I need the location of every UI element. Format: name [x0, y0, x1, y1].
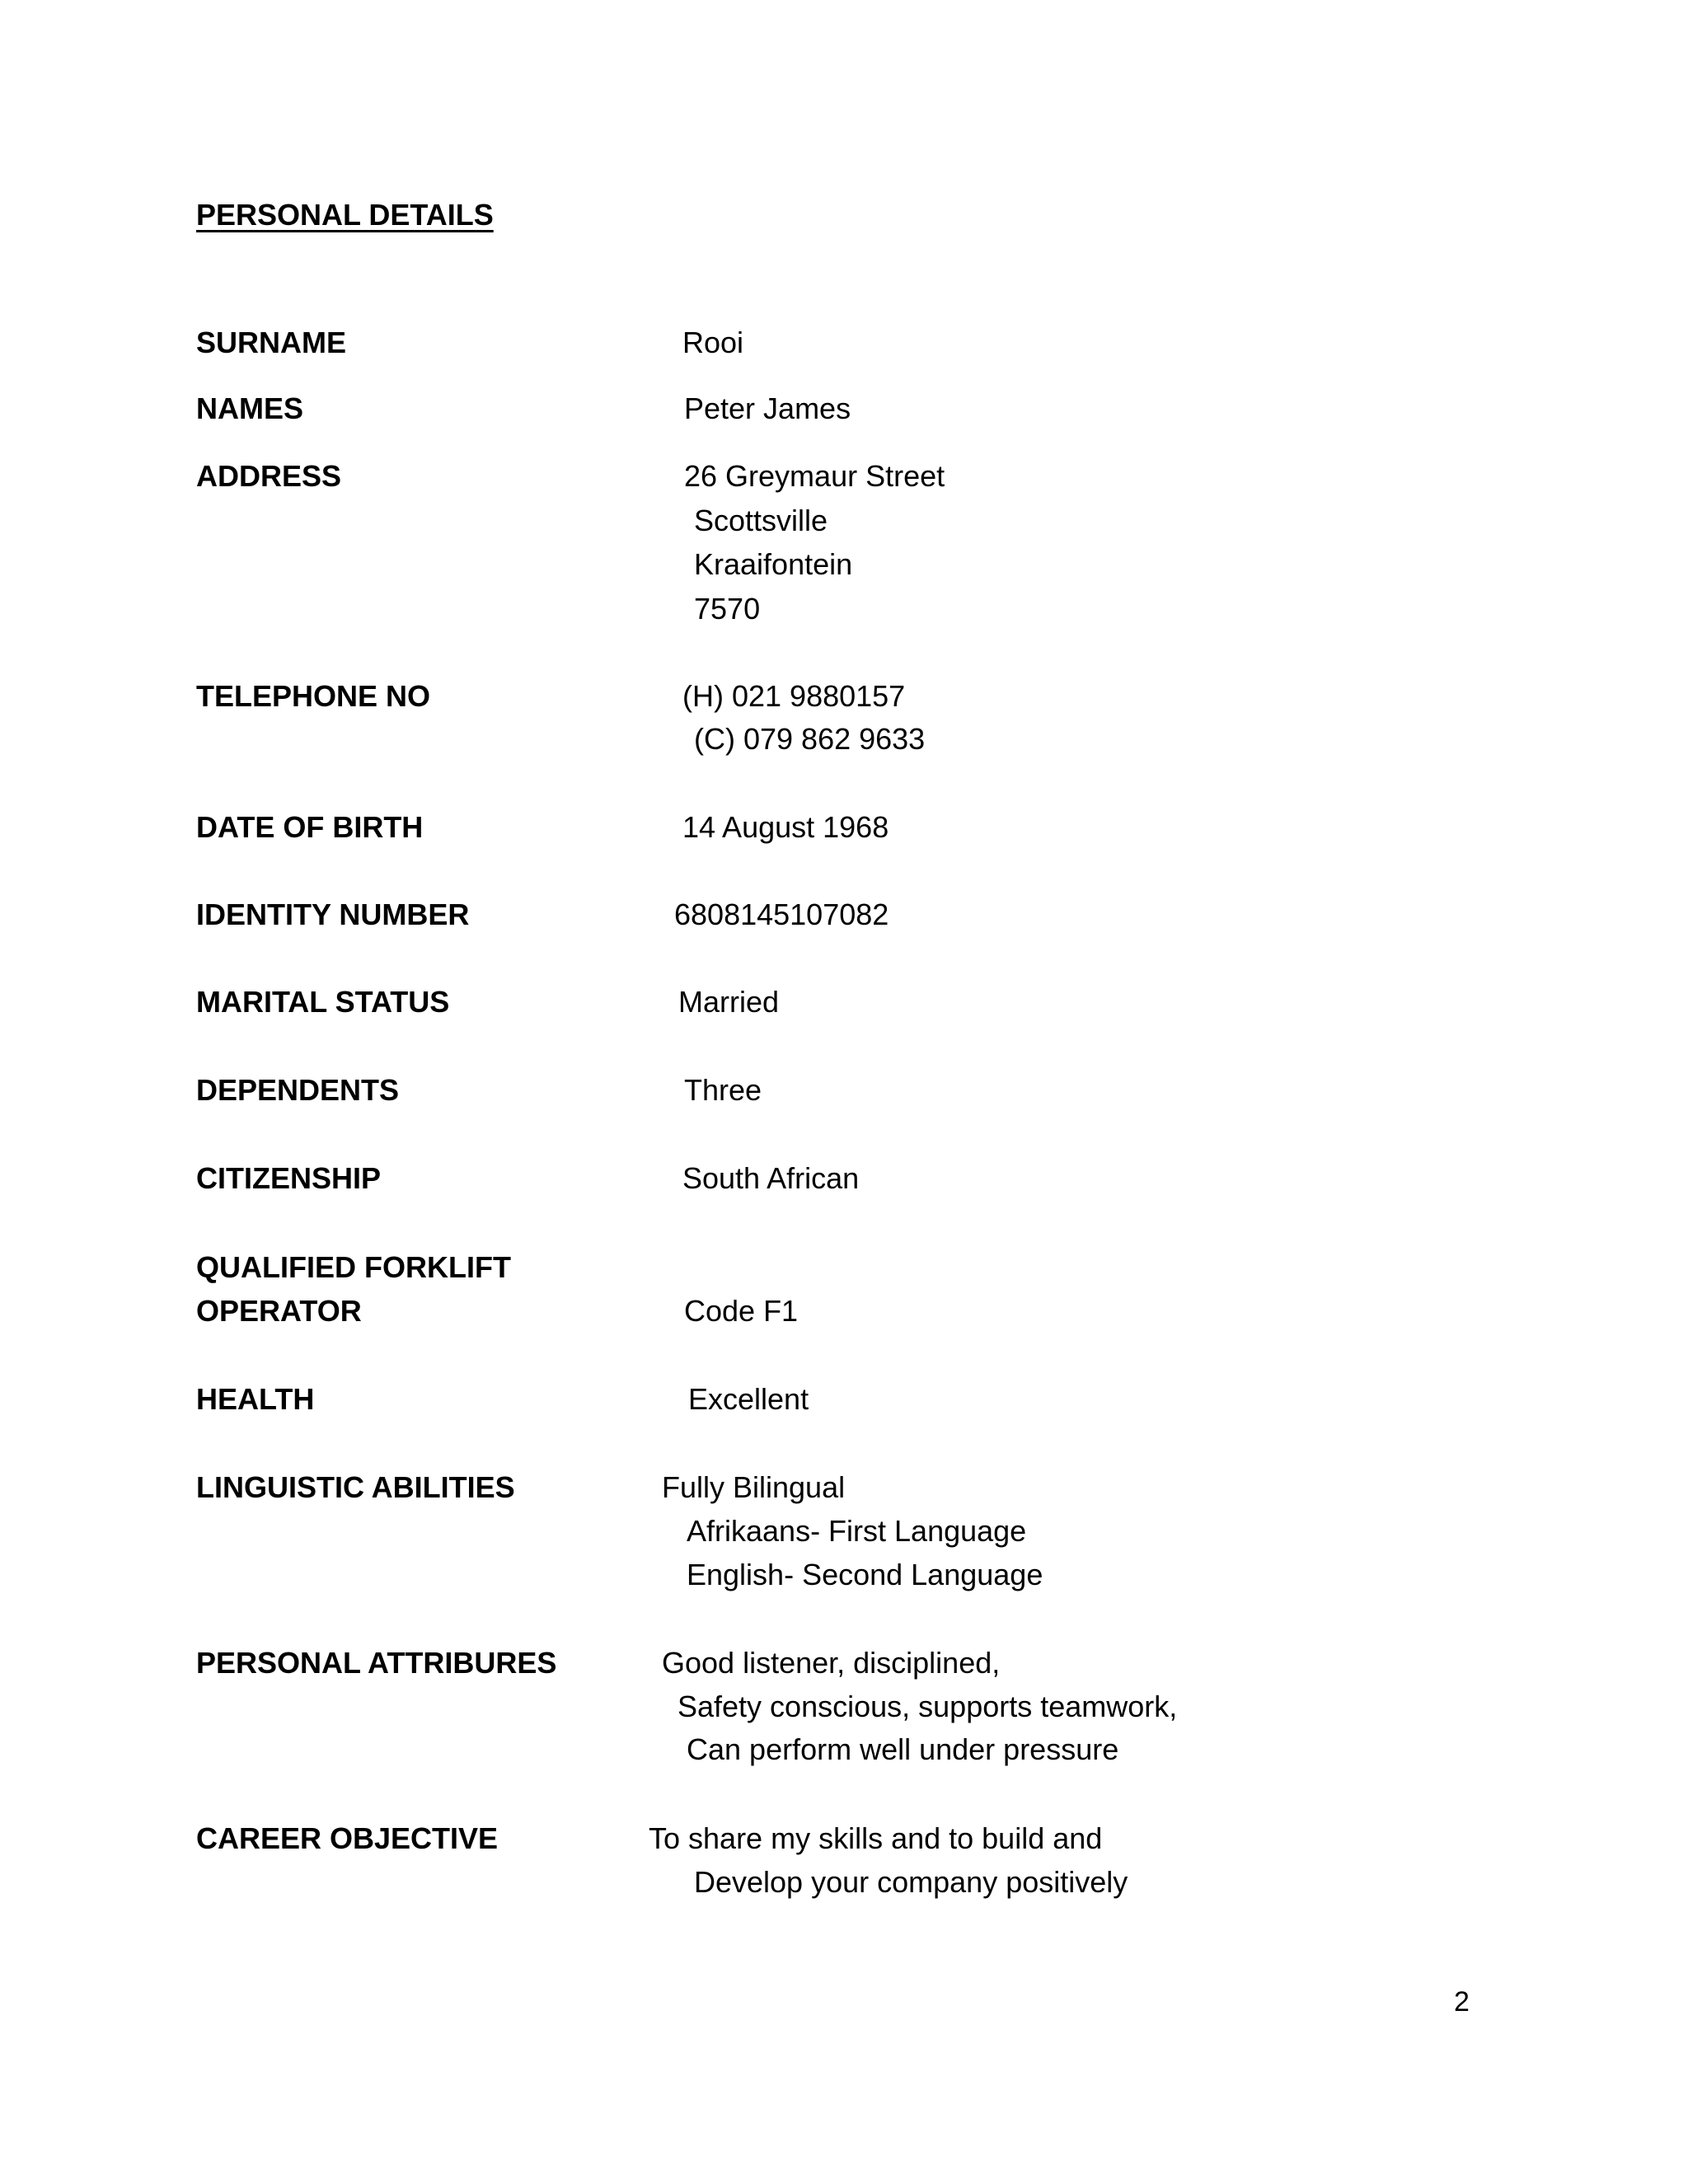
forklift-label-line: OPERATOR [196, 1294, 362, 1328]
dependents-label: DEPENDENTS [196, 1073, 400, 1107]
attributes-line: Safety conscious, supports teamwork, [678, 1690, 1178, 1723]
marital-status-value: Married [678, 985, 780, 1019]
surname-value: Rooi [682, 326, 744, 359]
health-label: HEALTH [196, 1382, 315, 1416]
linguistic-line: Fully Bilingual [662, 1470, 846, 1504]
names-label: NAMES [196, 391, 304, 425]
telephone-line: (C) 079 862 9633 [694, 722, 926, 756]
health-value: Excellent [688, 1382, 809, 1416]
attributes-label: PERSONAL ATTRIBURES [196, 1646, 557, 1680]
career-objective-label: CAREER OBJECTIVE [196, 1821, 499, 1855]
date-of-birth-value: 14 August 1968 [682, 810, 889, 844]
citizenship-label: CITIZENSHIP [196, 1161, 382, 1195]
section-heading: PERSONAL DETAILS [196, 198, 494, 232]
linguistic-line: Afrikaans- First Language [687, 1514, 1027, 1548]
forklift-label-line: QUALIFIED FORKLIFT [196, 1250, 511, 1284]
address-label: ADDRESS [196, 459, 342, 493]
marital-status-label: MARITAL STATUS [196, 985, 450, 1019]
telephone-line: (H) 021 9880157 [682, 679, 906, 713]
telephone-label: TELEPHONE NO [196, 679, 431, 713]
address-line: 26 Greymaur Street [684, 459, 945, 493]
identity-number-value: 6808145107082 [674, 898, 889, 931]
forklift-value: Code F1 [684, 1294, 799, 1328]
names-value: Peter James [684, 391, 851, 425]
identity-number-label: IDENTITY NUMBER [196, 898, 470, 931]
surname-label: SURNAME [196, 326, 347, 359]
address-line: Scottsville [694, 504, 828, 537]
citizenship-value: South African [682, 1161, 860, 1195]
dependents-value: Three [684, 1073, 762, 1107]
career-objective-line: Develop your company positively [694, 1865, 1128, 1899]
career-objective-line: To share my skills and to build and [649, 1821, 1103, 1855]
attributes-line: Can perform well under pressure [687, 1732, 1119, 1766]
linguistic-label: LINGUISTIC ABILITIES [196, 1470, 515, 1504]
date-of-birth-label: DATE OF BIRTH [196, 810, 424, 844]
address-line: Kraaifontein [694, 547, 853, 581]
linguistic-line: English- Second Language [687, 1558, 1043, 1591]
page-number: 2 [1454, 1986, 1470, 2018]
address-line: 7570 [694, 592, 761, 626]
attributes-line: Good listener, disciplined, [662, 1646, 1001, 1680]
